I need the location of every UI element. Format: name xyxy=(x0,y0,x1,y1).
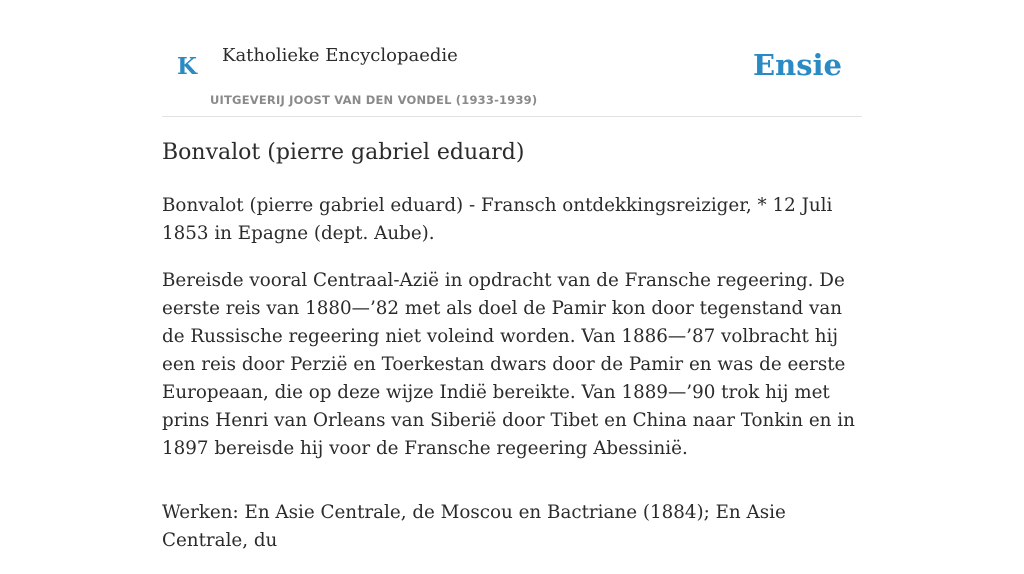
article-paragraph: Bonvalot (pierre gabriel eduard) - Fransch ontdekkingsreiziger, * 12 Juli 1853 in Epagne (dept. Aube). xyxy=(162,194,833,244)
publisher-label: UITGEVERIJ JOOST VAN DEN VONDEL (1933-1939) xyxy=(210,93,538,107)
site-title[interactable]: Katholieke Encyclopaedie xyxy=(222,45,458,66)
encyclopedia-logo-icon[interactable]: K xyxy=(177,53,197,80)
ensie-brand-link[interactable]: Ensie xyxy=(753,48,842,82)
article-works-paragraph: Werken: En Asie Centrale, de Moscou en Bactriane (1884); En Asie Centrale, du xyxy=(162,501,786,551)
site-header xyxy=(162,0,862,117)
article-title: Bonvalot (pierre gabriel eduard) xyxy=(162,140,525,165)
article-paragraph: Bereisde vooral Centraal-Azië in opdracht van de Fransche regeering. De eerste reis van 1880—’82 met als doel de Pamir kon door tegenstand van de Russische regeering niet voleind worden. Van 1886—’87 volbracht hij een reis door Perzië en Toerkestan dwars door de Pamir en was de eerste Europeaan, die op deze wijze Indië bereikte. Van 1889—’90 trok hij met prins Henri van Orleans van Siberië door Tibet en China naar Tonkin en in 1897 bereisde hij voor de Fransche regeering Abessinië. xyxy=(162,269,855,459)
article xyxy=(162,138,864,574)
